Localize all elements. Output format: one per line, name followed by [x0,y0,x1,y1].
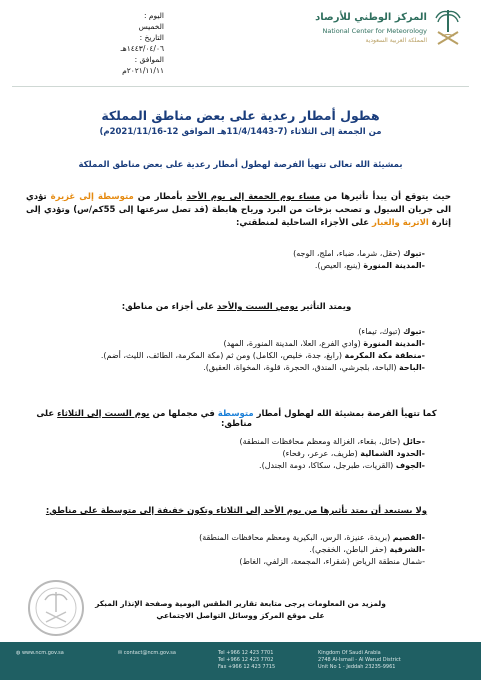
intensity-highlight: متوسطة [217,409,254,419]
ncm-logo [313,6,463,54]
palm-swords-emblem-icon [433,6,463,50]
wind-speed: 55كم/س [77,205,116,215]
list-item [40,362,425,374]
date-label: التاريخ : [139,33,164,42]
region-areas: (حقل، شرما، ضباء، املج، الوجه) [293,249,404,258]
region-name: -الباحة [399,363,425,372]
region-name: -منطقة مكة المكرمة [344,351,425,360]
phone-number: Tel +966 12 423 7701 [218,650,274,656]
footer-email-text: contact@ncm.gov.sa [123,650,176,656]
globe-icon: ◍ [16,650,22,656]
date-label: الموافق : [134,55,164,64]
region-name: -الحدود الشمالية [360,449,425,458]
section-text: على أجزاء من مناطق: [121,302,217,312]
page-title: هطول أمطار رعدية على بعض مناطق المملكة [101,108,380,123]
date-label: اليوم : [143,11,164,20]
list-item [40,436,425,448]
region-name: -المدينة المنورة [363,261,425,270]
region-name: -تبوك [403,249,425,258]
region-name: -الجوف [395,461,425,470]
fax-number: Fax +966 12 423 7715 [218,664,276,670]
list-item [40,326,425,338]
footer-website[interactable] [16,650,64,657]
para-text: على الأجزاء الساحلية لمنطقتي: [236,218,373,228]
phone-number: Tel +966 12 423 7702 [218,657,274,663]
date-value: ١٤٤٣/٠٤/٠٦هـ [120,44,164,53]
region-areas: (رابغ، جدة، خليص، الكامل) ومن ثم (مكة المكرمة، الطائف، الليث، أضم). [100,351,345,360]
section-text-underlined: ولا يستبعد أن يمتد تأثيرها من يوم الأحد إلى الثلاثاء وتكون خفيفة إلى متوسطة على مناطق: [45,506,428,516]
para-text: بأمطار من [133,192,187,202]
region-name: -الشرقية [389,545,425,554]
footer-website-text: www.ncm.gov.sa [21,650,64,656]
list-item [40,248,425,260]
address-line: Unit No 1 - Jeddah 23235-9961 [318,664,396,670]
list-item [40,532,425,544]
section-text-underlined: يوم السبت إلى الثلاثاء [57,409,150,419]
region-areas: (وادي الفرع، العلا، المدينة المنورة، المهد) [223,339,364,348]
intensity-highlight: متوسطة إلى غزيرة [50,192,134,202]
section-text: كما تتهيأ الفرصة بمشيئة الله لهطول أمطار [253,409,437,419]
footer-address [318,650,401,671]
address-line: Kingdom Of Saudi Arabia [318,650,381,656]
list-item [40,556,425,568]
region-list-central [40,532,425,568]
section-heading [20,302,453,312]
date-row-day [112,10,164,32]
para-text: حيث يتوقع أن يبدأ تأثيرها من [320,192,451,202]
section-heading [20,506,453,516]
list-item [40,260,425,272]
region-areas: (بريدة، عنيزة، الرس، البكيرية ومعظم محافظات المنطقة) [199,533,393,542]
date-range-subtitle: من الجمعة إلى الثلاثاء (7-11/4/1443هـ الموافق 12-2021/11/16م) [99,127,382,137]
footer-bar [0,642,481,680]
org-subtitle: المملكة العربية السعودية [365,37,427,44]
region-areas: (طريف، عرعر، رفحاء) [282,449,361,458]
region-list-north [40,436,425,472]
list-item [40,350,425,362]
region-areas: -شمال منطقة الرياض (شقراء، المجمعة، الزلفي، الغاط) [239,557,425,566]
date-value: الخميس [138,22,164,31]
date-value: ٢٠٢١/١١/١١م [122,66,164,75]
section-text: في مجملها من [149,409,218,419]
section-text-underlined: يومي السبت والأحد [216,302,299,312]
region-areas: (تبوك، تيماء) [358,327,404,336]
date-row-gregorian [112,54,164,76]
closing-note [20,598,461,622]
region-list-weekend [40,326,425,374]
section-text: على مناطق: [36,409,252,429]
para-text: تؤدي الى جريان السيول و تصحب بزخات من البرد ورياح هابطة (قد تصل سرعتها إلى [26,192,451,215]
dust-highlight: الاتربة والغبار [372,218,429,228]
region-areas: (القريات، طبرجل، سكاكا، دومة الجندل). [259,461,396,470]
org-name-en: National Center for Meteorology [322,27,427,35]
region-name: -تبوك [403,327,425,336]
intro-line: بمشيئة الله تعالى تتهيأ الفرصة لهطول أمطار رعدية على بعض مناطق المملكة [78,160,403,170]
date-row-hijri [112,32,164,54]
list-item [40,448,425,460]
forecast-paragraph [26,191,451,230]
region-areas: (ينبع، العيص). [314,261,364,270]
list-item [40,544,425,556]
region-list-coastal [40,248,425,272]
list-item [40,338,425,350]
closing-line: على موقع المركز ووسائل التواصل الاجتماعي [156,611,325,620]
para-text-underlined: مساء يوم الجمعة إلى يوم الأحد [186,192,321,202]
section-text: ويمتد التأثير [298,302,352,312]
date-block [112,10,164,76]
region-name: -المدينة المنورة [363,339,425,348]
region-areas: (حفر الباطن، الخفجي). [309,545,390,554]
section-heading [20,409,453,429]
org-name-ar: المركز الوطني للأرصاد [315,12,427,23]
mail-icon: ✉ [118,650,124,656]
list-item [40,460,425,472]
region-name: -القصيم [392,533,425,542]
para-text: ) وتؤدي إلى إثارة [26,205,451,228]
header-divider [12,86,469,87]
region-areas: (الباحة، بلجرشي، المندق، الحجرة، قلوة، المخواة، العقيق). [203,363,400,372]
address-line: 2748 Al-Ismail - Al Warud District [318,657,401,663]
region-areas: (حائل، بقعاء، الغزالة ومعظم محافظات المنطقة) [239,437,403,446]
footer-phones [218,650,275,671]
region-name: -حائل [402,437,425,446]
closing-line: ولمزيد من المعلومات يرجى متابعة تقارير الطقس اليومية وصفحة الإنذار المبكر [95,599,386,608]
footer-email[interactable] [118,650,176,657]
